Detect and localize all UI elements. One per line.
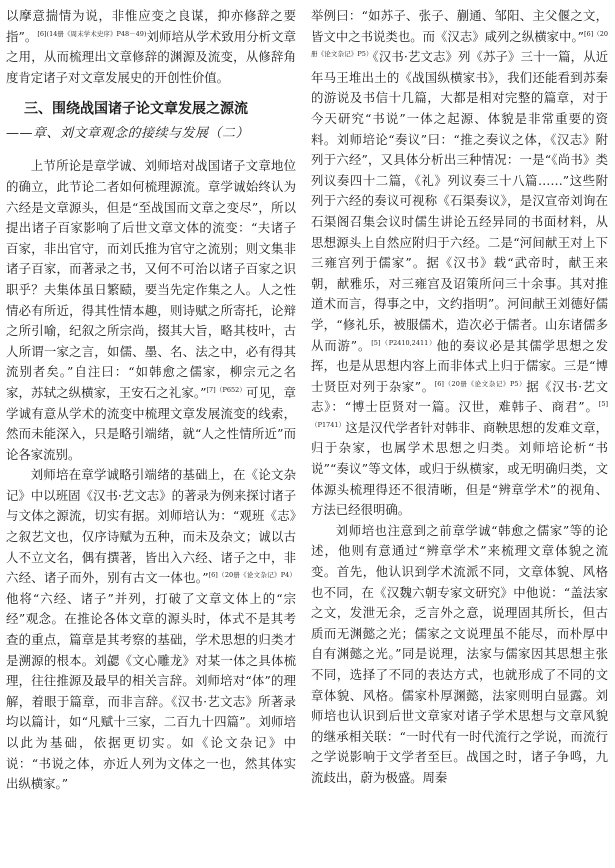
section-subheading: ——章、刘文章观念的接续与发展（二） [6,126,250,142]
citation: [5]（P1741） [311,400,608,429]
citation: [6]（20册《论文杂记》P4） [208,571,296,580]
paragraph: 刘师培在章学诚略引端绪的基础上，在《论文杂记》中以班固《汉书·艺文志》的著录为例来探讨诸子与文体之源流，切实有据。刘师培认为：“观班《志》之叙艺文也，仅序诗赋为五种，而未及杂文；诚以古人不立文名，偶有撰著，皆出入六经、诸子之中，非六经、诸子而外，别有古文一体也。”$^{[6](20册《论文杂记》P4)}$他将“六经、诸子”并列，打破了文章文体上的“宗经”观念。在推论各体文章的源头时，体式不是其考查的重点，篇章是其考察的基础，学术思想的归类才是溯源的根本。刘勰《文心雕龙》对某一体之具体梳理，往往推源及最早的相关言辞。刘师培对“体”的理解，着眼于篇章，而非言辞。《汉书·艺文志》所著录均以篇计，如“凡赋十三家，二百九十四篇”。刘师培以此为基础，依据更切实。如《论文杂记》中说：“书说之体，亦近人列为文体之一也，然其体实出纵横家。” [6,467,296,792]
section-heading: 三、围绕战国诸子论文章发展之源流 [24,101,248,118]
citation: [6]（20册《论文杂记》P5） [311,29,608,59]
paragraph-continued: 以摩意揣情为说，非惟应变之良谋，抑亦修辞之要指”。$^{[6](14册《周末学术史序》P48-49)}$刘师培从学术致用分析文章之用，从而梳理出文章修辞的渊源及流变，从修辞角度肯定诸子对文章发展史的开创性价值。 [6,8,296,85]
left-column [6,6,296,864]
citation: [6](14册《周末学术史序》P48－49) [37,29,147,38]
right-column [311,6,608,864]
paragraph: 上节所论是章学诚、刘师培对战国诸子文章地位的确立，此节论二者如何梳理源流。章学诚始终认为六经是文章源头，但是“至战国而文章之变尽”，所以提出诸子百家影响了后世文章文体的流变：“夫诸子百家，非出官守，而刘氏推为官守之流别；则文集非诸子百家，而著录之书，又何不可治以诸子百家之识职乎？夫集体虽日繁赜，要当先定作集之人。人之性情必有所近，得其性情本趣，则诗赋之所寄托，论辩之所引喻，纪叙之所宗尚，掇其大旨，略其枝叶，古人所谓一家之言，如儒、墨、名、法之中，必有得其流别者矣。”自注曰：“如韩愈之儒家，柳宗元之名家，苏轼之纵横家，王安石之礼家。”$^{[7](P652)}$可见，章学诚有意从学术的流变中梳理文章发展流变的线索，然而未能深入，只是略引端绪，就“人之性情所近”而论各家流别。 [6,158,296,462]
citation: [7]（P652） [206,385,247,394]
citation: [5]（P2410,2411） [371,338,437,347]
paragraph: 刘师培也注意到之前章学诚“韩愈之儒家”等的论述，他则有意通过“辨章学术”来梳理文章体貌之流变。首先，他认识到学术流派不同，文章体貌、风格也不同，在《汉魏六朝专家文研究》中他说：“盖法家之文，发泄无余，乏言外之意，说理固其所长，但古质而无渊懿之光；儒家之文说理虽不能尽，而朴厚中自有渊懿之光。”同是说理，法家与儒家因其思想主张不同，选择了不同的表达方式，也就形成了不同的文章体貌、风格。儒家朴厚渊懿，法家则明白显露。刘师培也认识到后世文章家对诸子学术思想与文章风貌的继承相关联：“一时代有一时代流行之学说，而流行之学说影响于文学者至巨。战国之时，诸子争鸣，九流歧出，蔚为极盛。周秦 [311,522,608,785]
citation: [6]（20册《论文杂记》P5） [434,379,527,388]
paragraph-continued: 举例曰：“如苏子、张子、蒯通、邹阳、主父偃之文，皆文中之书说类也。而《汉志》咸列之纵横家中。”$^{[6](20册《论文杂记》P5)}$《汉书·艺文志》列《苏子》三十一篇，从近年马王堆出土的《战国纵横家书》，我们还能看到苏秦的游说及书信十几篇，大都是相对完整的篇章，对于今天研究“书说”一体之起源、体貌是非常重要的资料。刘师培论“奏议”曰：“推之奏议之体，《汉志》附列于六经”，又具体分析出三种情况：一是“《尚书》类列议奏四十二篇，《礼》列议奏三十八篇……”这些附列于六经的奏议可视称《石渠奏议》，是汉宣帝刘询在石渠阁召集会议时儒生讲论五经异同的书面材料，从思想源头上自然应附归于六经。二是“河间献王对上下三雍宫列于儒家”。据《汉书》载“武帝时，献王来朝，献雅乐，对三雍宫及诏策所问三十余事。其对推道术而言，得事之中，文约指明”。河间献王刘德好儒学，“修礼乐，被服儒术，造次必于儒者。山东诸儒多从而游”。$^{[5](P2410,2411)}$他的奏议必是其儒学思想之发挥，也是从思想内容上而非体式上归于儒家。三是“博士贤臣对列于杂家”。$^{[6](20册《论文杂记》P5)}$据《汉书·艺文志》：“博士臣贤对一篇。汉世，难韩子、商君”。$^{[5](P1741)}$这是汉代学者针对韩非、商鞅思想的发难文章，归于杂家，也属学术思想之归类。刘师培论析“书说”“奏议”等文体，或归于纵横家，或无明确归类，文体源头梳理得还不很清晰，但是“辨章学术”的视角、方法已经很明确。 [311,8,608,518]
